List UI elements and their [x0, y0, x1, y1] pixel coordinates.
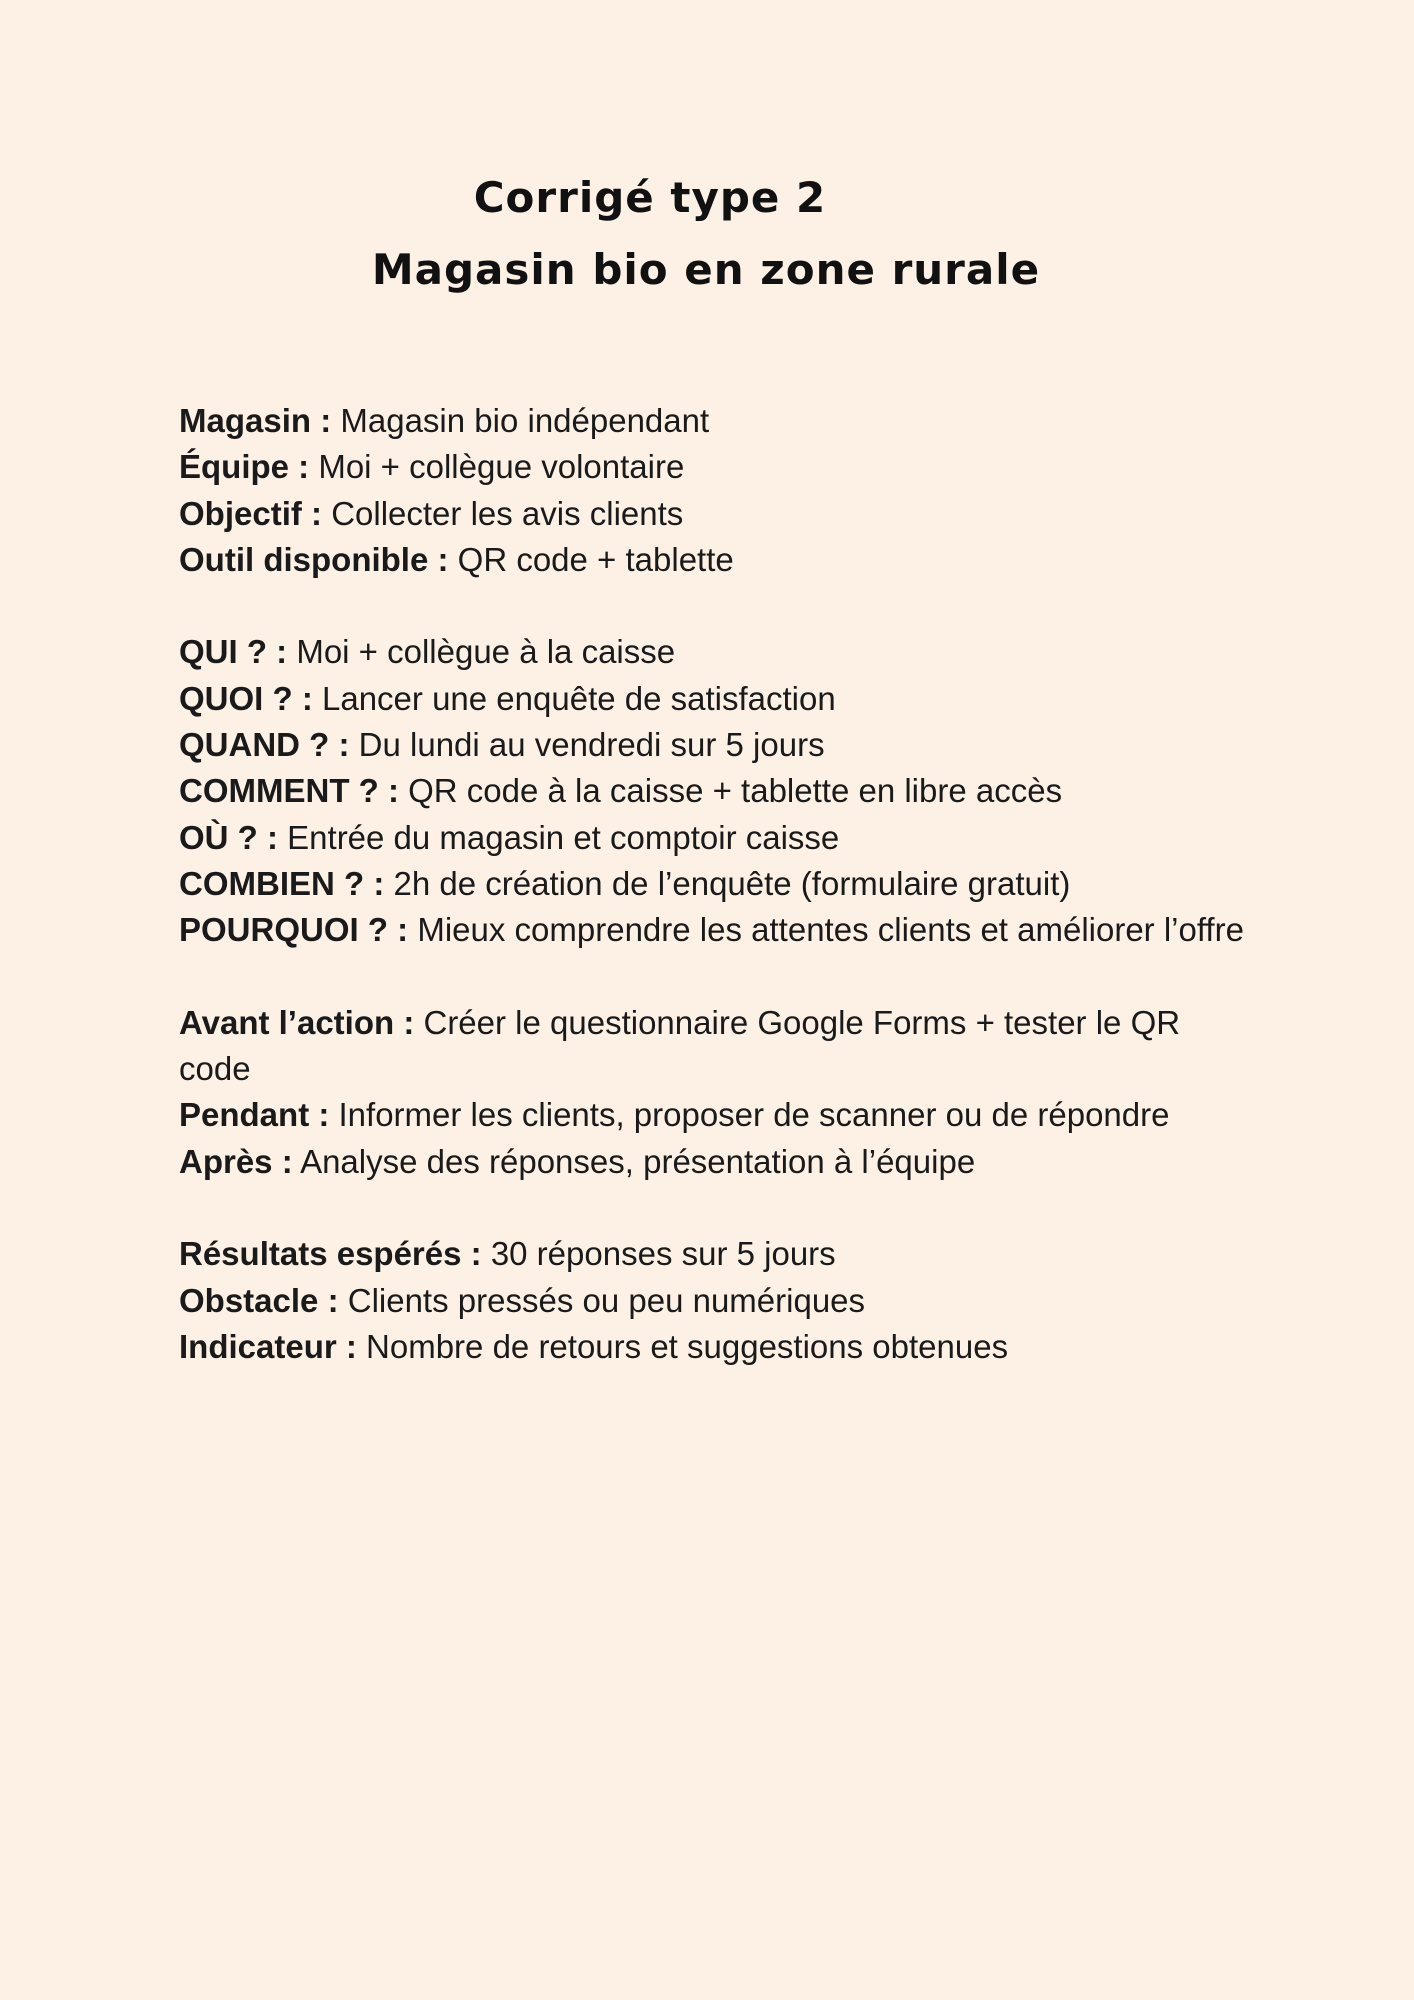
- document-title: [0, 162, 1414, 306]
- field-row: [179, 722, 1259, 768]
- field-value: Mieux comprendre les attentes clients et améliorer l’offre: [417, 911, 1244, 949]
- field-row: [179, 676, 1259, 722]
- field-row: [179, 1324, 1259, 1370]
- field-row: [179, 1278, 1259, 1324]
- field-row: [179, 1092, 1259, 1138]
- section-questions: [179, 629, 1259, 953]
- field-value: Collecter les avis clients: [331, 494, 684, 532]
- title-line-2: Magasin bio en zone rurale: [371, 245, 1041, 294]
- field-label: Indicateur :: [179, 1327, 357, 1365]
- field-value: Analyse des réponses, présentation à l’équipe: [300, 1142, 976, 1180]
- field-value: Clients pressés ou peu numériques: [347, 1281, 866, 1319]
- field-value: 30 réponses sur 5 jours: [490, 1235, 836, 1273]
- field-value: Informer les clients, proposer de scanner ou de répondre: [338, 1096, 1170, 1134]
- field-label: COMBIEN ? :: [179, 864, 385, 902]
- field-value: Nombre de retours et suggestions obtenues: [366, 1327, 1009, 1365]
- section-timeline: [179, 1000, 1259, 1185]
- field-value: Lancer une enquête de satisfaction: [322, 679, 836, 717]
- title-line-1: Corrigé type 2: [473, 173, 827, 222]
- field-label: Pendant :: [179, 1096, 330, 1134]
- field-label: Outil disponible :: [179, 540, 449, 578]
- field-label: Résultats espérés :: [179, 1235, 482, 1273]
- field-label: OÙ ? :: [179, 818, 278, 856]
- field-value: Entrée du magasin et comptoir caisse: [287, 818, 840, 856]
- field-label: Équipe :: [179, 448, 310, 486]
- section-context: [179, 398, 1259, 583]
- field-label: Objectif :: [179, 494, 323, 532]
- field-row: [179, 1000, 1259, 1093]
- field-label: Après :: [179, 1142, 293, 1180]
- field-value: Du lundi au vendredi sur 5 jours: [358, 726, 825, 764]
- field-label: Magasin :: [179, 402, 332, 439]
- field-row: [179, 398, 1259, 444]
- field-label: POURQUOI ? :: [179, 911, 409, 949]
- field-value: Créer le questionnaire Google Forms + tester le QR code: [179, 1003, 1181, 1088]
- field-value: Magasin bio indépendant: [340, 402, 710, 439]
- field-label: QUAND ? :: [179, 726, 350, 764]
- field-value: Moi + collègue à la caisse: [296, 633, 676, 671]
- field-label: QUOI ? :: [179, 679, 313, 717]
- field-row: [179, 907, 1259, 953]
- field-row: [179, 629, 1259, 675]
- field-row: [179, 537, 1259, 583]
- field-label: Avant l’action :: [179, 1003, 415, 1041]
- document-body: [179, 398, 1259, 1417]
- field-row: [179, 491, 1259, 537]
- field-label: QUI ? :: [179, 633, 288, 671]
- field-row: [179, 444, 1259, 490]
- field-label: COMMENT ? :: [179, 772, 399, 810]
- section-results: [179, 1231, 1259, 1370]
- field-row: [179, 1139, 1259, 1185]
- field-row: [179, 1231, 1259, 1277]
- field-row: [179, 768, 1259, 814]
- field-value: QR code + tablette: [457, 540, 734, 578]
- field-value: QR code à la caisse + tablette en libre accès: [408, 772, 1063, 810]
- field-row: [179, 861, 1259, 907]
- field-value: 2h de création de l’enquête (formulaire gratuit): [393, 864, 1071, 902]
- field-row: [179, 815, 1259, 861]
- field-label: Obstacle :: [179, 1281, 339, 1319]
- field-value: Moi + collègue volontaire: [318, 448, 685, 486]
